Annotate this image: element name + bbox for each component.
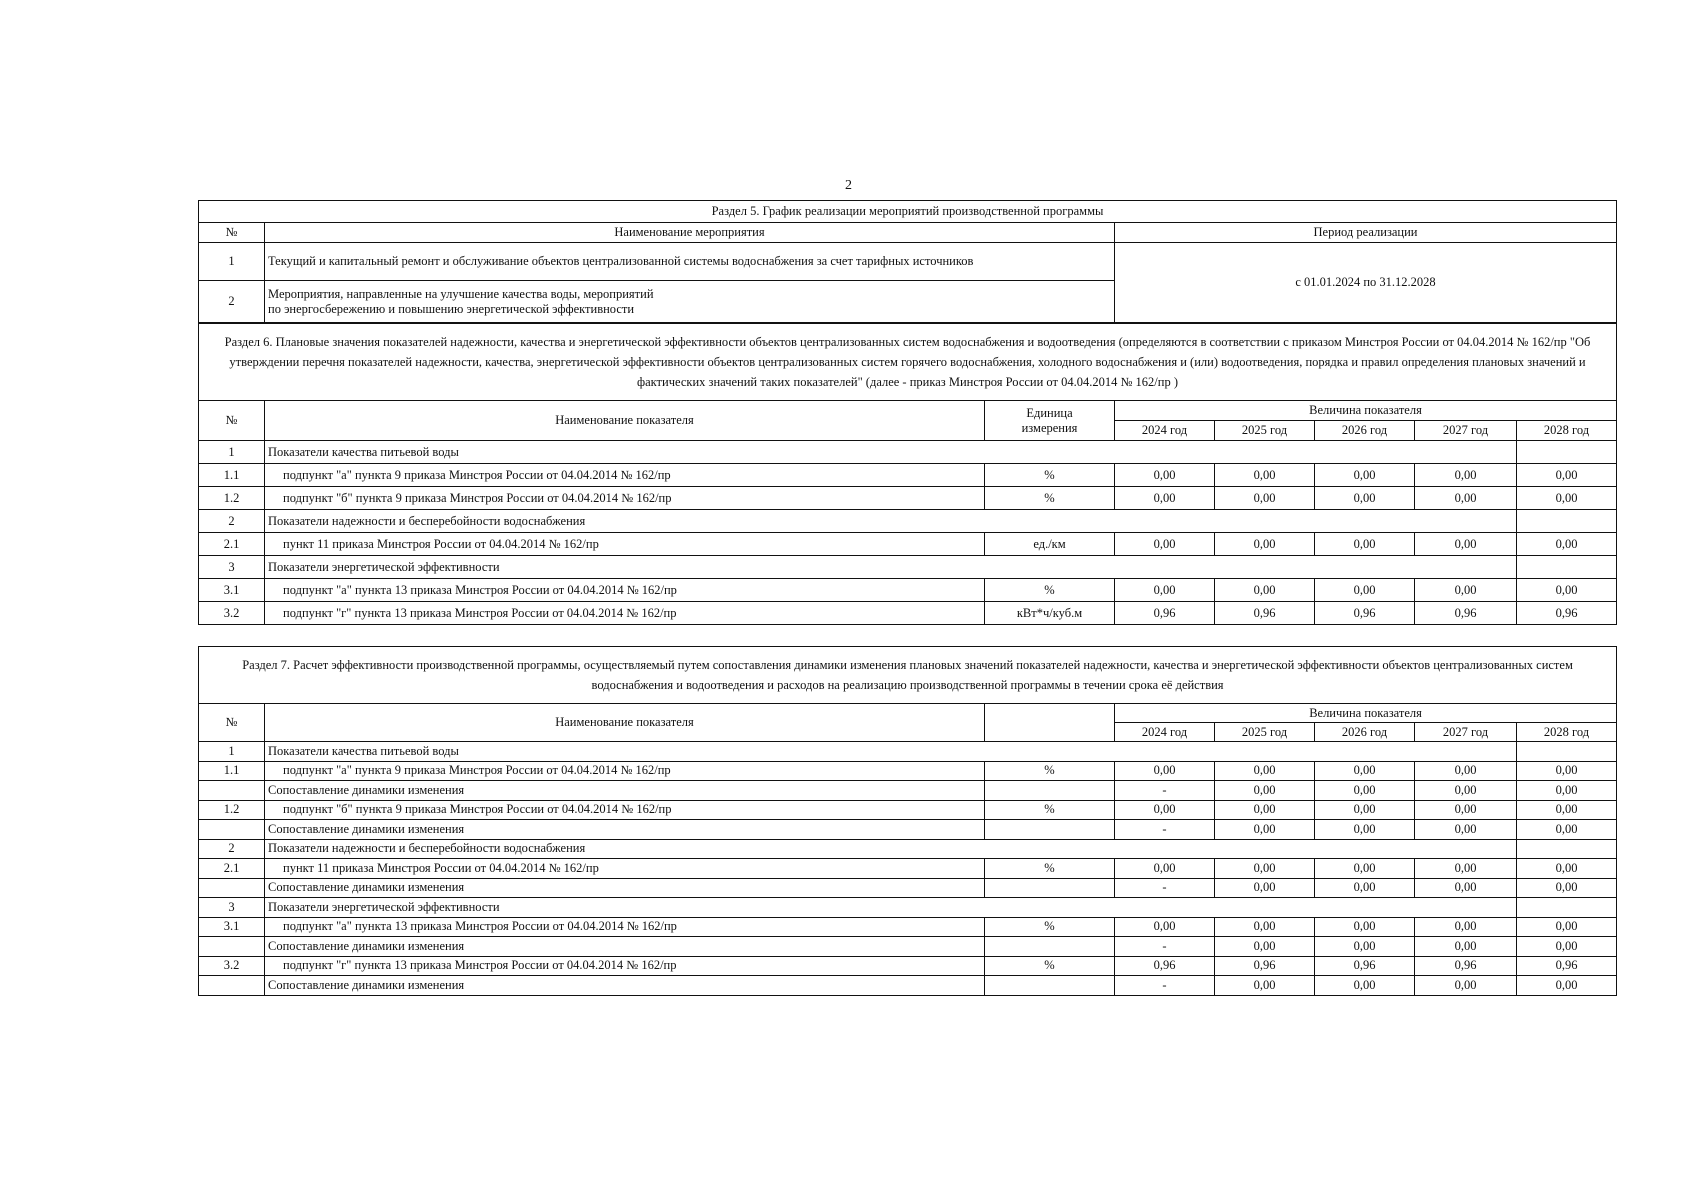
- section7-row-value-2024-год: 0,00: [1115, 800, 1215, 820]
- section6-row-value-2025-год: 0,00: [1215, 464, 1315, 487]
- section6-row-unit: %: [985, 464, 1115, 487]
- section6-row-value-2028-год: 0,96: [1517, 602, 1617, 625]
- section7-row-value-2026-год: 0,00: [1315, 781, 1415, 801]
- section6-row-value-2024-год: 0,00: [1115, 533, 1215, 556]
- section6-row-num: 1.2: [199, 487, 265, 510]
- section6-row-empty-cell: [1517, 441, 1617, 464]
- section7-table: [198, 646, 1617, 996]
- section6-row-value-2025-год: 0,00: [1215, 487, 1315, 510]
- section7-row-num: [199, 781, 265, 801]
- section7-header-year-2: 2025 год: [1215, 723, 1315, 742]
- section7-row-value-2024-год: -: [1115, 878, 1215, 898]
- section7-row-empty-cell: [1517, 839, 1617, 859]
- section5-row2-name-line2: по энергосбережению и повышению энергетической эффективности: [268, 301, 635, 316]
- section7-row-group-name: Показатели энергетической эффективности: [265, 898, 1517, 918]
- section7-row-value-2026-год: 0,00: [1315, 761, 1415, 781]
- table-group-row: [199, 441, 1617, 464]
- section7-row-unit: %: [985, 859, 1115, 879]
- section6-header-year-2: 2025 год: [1215, 421, 1315, 441]
- section7-row-value-2027-год: 0,00: [1415, 781, 1517, 801]
- section7-header-unit: [985, 704, 1115, 742]
- table-compare-row: [199, 820, 1617, 840]
- section5-table: [198, 200, 1617, 323]
- section6-row-num: 2.1: [199, 533, 265, 556]
- section7-row-num: 2.1: [199, 859, 265, 879]
- table-row: [199, 917, 1617, 937]
- section5-row2-name-line1: Мероприятия, направленные на улучшение качества воды, мероприятий: [268, 286, 654, 301]
- section5-header-period: Период реализации: [1115, 223, 1617, 243]
- table-group-row: [199, 556, 1617, 579]
- section6-row-empty-cell: [1517, 556, 1617, 579]
- section6-row-value-2026-год: 0,00: [1315, 464, 1415, 487]
- section7-row-value-2024-год: 0,00: [1115, 917, 1215, 937]
- section6-row-value-2024-год: 0,00: [1115, 487, 1215, 510]
- section7-row-value-2026-год: 0,00: [1315, 800, 1415, 820]
- section6-row-value-2026-год: 0,00: [1315, 579, 1415, 602]
- section7-row-value-2027-год: 0,00: [1415, 976, 1517, 996]
- section6-header-year-5: 2028 год: [1517, 421, 1617, 441]
- section7-row-value-2025-год: 0,00: [1215, 761, 1315, 781]
- section6-header-num: №: [199, 401, 265, 441]
- section7-row-value-2028-год: 0,00: [1517, 859, 1617, 879]
- table-row: [199, 464, 1617, 487]
- section5-row1-num: 1: [199, 243, 265, 281]
- section6-row-value-2024-год: 0,96: [1115, 602, 1215, 625]
- section7-row-num: [199, 937, 265, 957]
- table-row: [199, 579, 1617, 602]
- section7-row-value-2028-год: 0,00: [1517, 800, 1617, 820]
- section7-row-value-2024-год: -: [1115, 937, 1215, 957]
- section6-row-num: 1.1: [199, 464, 265, 487]
- section7-row-value-2028-год: 0,96: [1517, 956, 1617, 976]
- section6-row-value-2027-год: 0,00: [1415, 487, 1517, 510]
- section7-row-num: [199, 878, 265, 898]
- section7-row-group-name: Показатели надежности и бесперебойности водоснабжения: [265, 839, 1517, 859]
- section6-row-name: подпункт "г" пункта 13 приказа Минстроя России от 04.04.2014 № 162/пр: [265, 602, 985, 625]
- section7-row-name: подпункт "г" пункта 13 приказа Минстроя России от 04.04.2014 № 162/пр: [265, 956, 985, 976]
- section7-row-value-2025-год: 0,00: [1215, 781, 1315, 801]
- section7-row-value-2026-год: 0,00: [1315, 878, 1415, 898]
- table-compare-row: [199, 878, 1617, 898]
- section7-row-value-2028-год: 0,00: [1517, 976, 1617, 996]
- section7-row-value-2028-год: 0,00: [1517, 781, 1617, 801]
- section7-row-value-2024-год: -: [1115, 820, 1215, 840]
- section7-row-name: подпункт "а" пункта 9 приказа Минстроя России от 04.04.2014 № 162/пр: [265, 761, 985, 781]
- section6-header-year-1: 2024 год: [1115, 421, 1215, 441]
- section5-title: Раздел 5. График реализации мероприятий производственной программы: [199, 201, 1617, 223]
- section6-row-group-name: Показатели надежности и бесперебойности водоснабжения: [265, 510, 1517, 533]
- section7-row-num: 1: [199, 742, 265, 762]
- table-group-row: [199, 898, 1617, 918]
- section7-row-value-2027-год: 0,00: [1415, 800, 1517, 820]
- section7-row-value-2027-год: 0,00: [1415, 937, 1517, 957]
- section6-row-group-name: Показатели энергетической эффективности: [265, 556, 1517, 579]
- section6-row-value-2025-год: 0,00: [1215, 579, 1315, 602]
- section7-header-year-4: 2027 год: [1415, 723, 1517, 742]
- section7-row-value-2024-год: -: [1115, 976, 1215, 996]
- section5-row2-num: 2: [199, 281, 265, 323]
- section7-row-num: 2: [199, 839, 265, 859]
- section7-row-value-2028-год: 0,00: [1517, 917, 1617, 937]
- section7-row-unit: [985, 976, 1115, 996]
- section6-row-unit: %: [985, 487, 1115, 510]
- section6-row-name: подпункт "а" пункта 9 приказа Минстроя России от 04.04.2014 № 162/пр: [265, 464, 985, 487]
- section6-row-value-2024-год: 0,00: [1115, 464, 1215, 487]
- section6-row-name: пункт 11 приказа Минстроя России от 04.04.2014 № 162/пр: [265, 533, 985, 556]
- section5-header-name: Наименование мероприятия: [265, 223, 1115, 243]
- section6-row-unit: ед./км: [985, 533, 1115, 556]
- section6-header-year-4: 2027 год: [1415, 421, 1517, 441]
- table-group-row: [199, 742, 1617, 762]
- section7-row-value-2028-год: 0,00: [1517, 878, 1617, 898]
- section7-row-name: подпункт "а" пункта 13 приказа Минстроя России от 04.04.2014 № 162/пр: [265, 917, 985, 937]
- section7-row-value-2025-год: 0,00: [1215, 976, 1315, 996]
- section7-row-num: 3: [199, 898, 265, 918]
- table-compare-row: [199, 937, 1617, 957]
- section6-row-name: подпункт "б" пункта 9 приказа Минстроя России от 04.04.2014 № 162/пр: [265, 487, 985, 510]
- section6-row-name: подпункт "а" пункта 13 приказа Минстроя России от 04.04.2014 № 162/пр: [265, 579, 985, 602]
- section7-row-value-2025-год: 0,00: [1215, 859, 1315, 879]
- section6-row-value-2027-год: 0,00: [1415, 579, 1517, 602]
- section7-row-empty-cell: [1517, 898, 1617, 918]
- section6-header-unit-line1: Единица: [1026, 405, 1073, 420]
- section7-header-num: №: [199, 704, 265, 742]
- section6-row-unit: %: [985, 579, 1115, 602]
- page-number: 2: [845, 178, 852, 193]
- section7-row-value-2028-год: 0,00: [1517, 761, 1617, 781]
- table-row: [199, 487, 1617, 510]
- section7-row-value-2025-год: 0,00: [1215, 800, 1315, 820]
- section6-row-num: 3: [199, 556, 265, 579]
- section7-row-num: 3.2: [199, 956, 265, 976]
- section7-row-num: 1.1: [199, 761, 265, 781]
- section6-row-num: 1: [199, 441, 265, 464]
- section7-row-unit: %: [985, 917, 1115, 937]
- section6-title: Раздел 6. Плановые значения показателей надежности, качества и энергетической эффективности объектов централизованных систем водоснабжения и водоотведения (определяются в соответствии с приказом Минстроя России от 04.04.2014 № 162/пр "Об утверждении перечня показателей надежности, качества, энергетической эффективности объектов централизованных систем горячего водоснабжения, холодного водоснабжения и (или) водоотведения, порядка и правил определения плановых значений и фактических значений таких показателей" (далее - приказ Минстроя России от 04.04.2014 № 162/пр ): [199, 324, 1617, 401]
- section5-header-num: №: [199, 223, 265, 243]
- table-row: [199, 956, 1617, 976]
- section7-row-value-2024-год: -: [1115, 781, 1215, 801]
- table-compare-row: [199, 781, 1617, 801]
- section7-row-num: 1.2: [199, 800, 265, 820]
- table-group-row: [199, 510, 1617, 533]
- section7-header-year-1: 2024 год: [1115, 723, 1215, 742]
- section7-row-value-2025-год: 0,00: [1215, 937, 1315, 957]
- section7-row-value-2026-год: 0,00: [1315, 937, 1415, 957]
- section7-row-name: пункт 11 приказа Минстроя России от 04.04.2014 № 162/пр: [265, 859, 985, 879]
- section7-row-unit: [985, 820, 1115, 840]
- section7-row-num: 3.1: [199, 917, 265, 937]
- section6-row-value-2026-год: 0,00: [1315, 533, 1415, 556]
- section6-header-unit: [985, 401, 1115, 441]
- section6-row-value-2028-год: 0,00: [1517, 464, 1617, 487]
- section6-row-value-2028-год: 0,00: [1517, 579, 1617, 602]
- section7-row-unit: %: [985, 800, 1115, 820]
- section7-row-name: Сопоставление динамики изменения: [265, 976, 985, 996]
- table-group-row: [199, 839, 1617, 859]
- section6-row-group-name: Показатели качества питьевой воды: [265, 441, 1517, 464]
- section7-row-name: Сопоставление динамики изменения: [265, 820, 985, 840]
- section5-period-value: с 01.01.2024 по 31.12.2028: [1115, 243, 1617, 323]
- section7-row-unit: [985, 937, 1115, 957]
- section7-row-unit: %: [985, 761, 1115, 781]
- section7-row-value-2028-год: 0,00: [1517, 937, 1617, 957]
- section7-row-value-2026-год: 0,00: [1315, 859, 1415, 879]
- table-compare-row: [199, 976, 1617, 996]
- section7-header-name: Наименование показателя: [265, 704, 985, 742]
- section7-header-year-5: 2028 год: [1517, 723, 1617, 742]
- section6-row-num: 3.1: [199, 579, 265, 602]
- section7-header-value: Величина показателя: [1115, 704, 1617, 723]
- section6-row-value-2026-год: 0,00: [1315, 487, 1415, 510]
- section7-row-value-2025-год: 0,00: [1215, 820, 1315, 840]
- section7-row-value-2027-год: 0,96: [1415, 956, 1517, 976]
- section7-row-unit: %: [985, 956, 1115, 976]
- section7-header-year-3: 2026 год: [1315, 723, 1415, 742]
- section6-row-num: 2: [199, 510, 265, 533]
- section7-row-num: [199, 820, 265, 840]
- section6-row-value-2028-год: 0,00: [1517, 487, 1617, 510]
- section7-row-unit: [985, 878, 1115, 898]
- table-row: [199, 602, 1617, 625]
- section7-row-value-2025-год: 0,00: [1215, 878, 1315, 898]
- section6-row-value-2026-год: 0,96: [1315, 602, 1415, 625]
- section7-row-value-2027-год: 0,00: [1415, 761, 1517, 781]
- section6-row-value-2027-год: 0,00: [1415, 464, 1517, 487]
- section7-row-value-2027-год: 0,00: [1415, 820, 1517, 840]
- section7-row-num: [199, 976, 265, 996]
- section6-row-value-2025-год: 0,00: [1215, 533, 1315, 556]
- table-row: [199, 859, 1617, 879]
- section7-row-empty-cell: [1517, 742, 1617, 762]
- section7-row-value-2028-год: 0,00: [1517, 820, 1617, 840]
- section7-row-value-2026-год: 0,96: [1315, 956, 1415, 976]
- section5-row2-name: [265, 281, 1115, 323]
- section7-row-name: Сопоставление динамики изменения: [265, 781, 985, 801]
- section7-row-value-2026-год: 0,00: [1315, 976, 1415, 996]
- section7-row-value-2026-год: 0,00: [1315, 917, 1415, 937]
- section6-row-value-2027-год: 0,00: [1415, 533, 1517, 556]
- section6-row-value-2027-год: 0,96: [1415, 602, 1517, 625]
- section5-row1-name: Текущий и капитальный ремонт и обслуживание объектов централизованной системы водоснабжения за счет тарифных источников: [265, 243, 1115, 281]
- section6-header-year-3: 2026 год: [1315, 421, 1415, 441]
- section6-row-empty-cell: [1517, 510, 1617, 533]
- section6-header-value: Величина показателя: [1115, 401, 1617, 421]
- section7-row-value-2026-год: 0,00: [1315, 820, 1415, 840]
- section7-row-name: Сопоставление динамики изменения: [265, 937, 985, 957]
- section7-row-value-2027-год: 0,00: [1415, 878, 1517, 898]
- table-row: [199, 533, 1617, 556]
- section6-row-unit: кВт*ч/куб.м: [985, 602, 1115, 625]
- section6-row-value-2025-год: 0,96: [1215, 602, 1315, 625]
- section7-row-name: Сопоставление динамики изменения: [265, 878, 985, 898]
- section6-header-name: Наименование показателя: [265, 401, 985, 441]
- section7-title: Раздел 7. Расчет эффективности производственной программы, осуществляемый путем сопоставления динамики изменения плановых значений показателей надежности, качества и энергетической эффективности объектов централизованных систем водоснабжения и водоотведения и расходов на реализацию производственной программы в течении срока её действия: [199, 647, 1617, 704]
- section7-row-value-2024-год: 0,96: [1115, 956, 1215, 976]
- section6-row-num: 3.2: [199, 602, 265, 625]
- section7-row-group-name: Показатели качества питьевой воды: [265, 742, 1517, 762]
- section6-row-value-2028-год: 0,00: [1517, 533, 1617, 556]
- section7-row-value-2025-год: 0,00: [1215, 917, 1315, 937]
- section7-row-unit: [985, 781, 1115, 801]
- section6-row-value-2024-год: 0,00: [1115, 579, 1215, 602]
- section7-row-value-2027-год: 0,00: [1415, 917, 1517, 937]
- section7-row-value-2027-год: 0,00: [1415, 859, 1517, 879]
- section7-row-value-2024-год: 0,00: [1115, 859, 1215, 879]
- section7-row-name: подпункт "б" пункта 9 приказа Минстроя России от 04.04.2014 № 162/пр: [265, 800, 985, 820]
- section6-header-unit-line2: измерения: [1021, 420, 1078, 435]
- table-row: [199, 761, 1617, 781]
- table-row: [199, 800, 1617, 820]
- section7-row-value-2024-год: 0,00: [1115, 761, 1215, 781]
- section6-table: [198, 323, 1617, 625]
- section7-row-value-2025-год: 0,96: [1215, 956, 1315, 976]
